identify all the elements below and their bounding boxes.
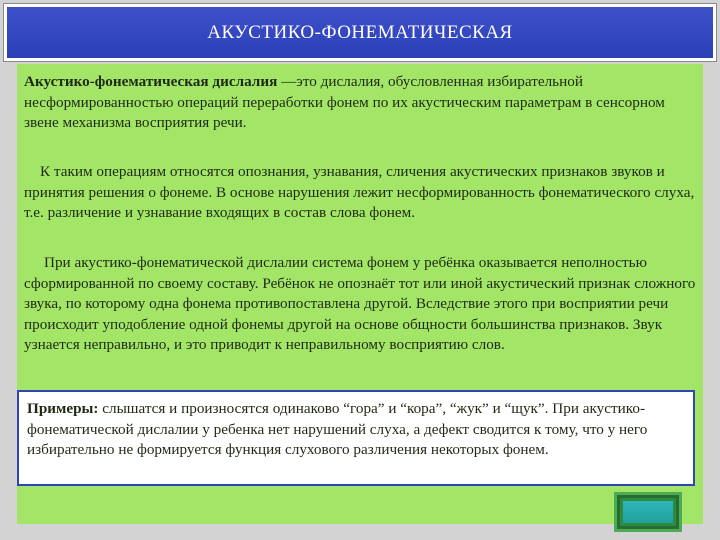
slide-header: [4, 4, 716, 61]
definition-term: Акустико-фонематическая дислалия: [24, 73, 278, 90]
content-panel: [17, 64, 703, 524]
slide-title: АКУСТИКО-ФОНЕМАТИЧЕСКАЯ: [207, 21, 513, 43]
examples-text: слышатся и произносятся одинаково “гора” и “кора”, “жук” и “щук”. При акустико-фонематической дислалии у ребенка нет нарушений слуха, а дефект сводится к тому, что у него избирательно не формируется функция слухового различения некоторых фонем.: [27, 400, 648, 458]
operations-paragraph: К таким операциям относятся опознания, узнавания, сличения акустических признаков звуков и принятия решения о фонеме. В основе нарушения лежит несформированность фонематического слуха, т.е. различение и узнавание входящих в состав слова фонем.: [24, 163, 695, 221]
green-square-button-icon: [623, 501, 673, 523]
examples-label: Примеры:: [27, 400, 99, 417]
next-slide-button[interactable]: [614, 492, 682, 532]
definition-text: —это дислалия, обусловленная избирательной несформированностью операций переработки фонем по их акустическим параметрам в сенсорном звене механизма восприятия речи.: [24, 73, 665, 131]
examples-box: [17, 390, 695, 486]
phoneme-system-paragraph: При акустико-фонематической дислалии система фонем у ребёнка оказывается неполностью сформированной по своему составу. Ребёнок не опознаёт тот или иной акустический признак сложного звука, по которому одна фонема противопоставлена другой. Вследствие этого при восприятии речи происходит уподобление одной фонемы другой на основе общности большинства признаков. Звук узнается неправильно, и это приводит к неправильному восприятию слов.: [24, 254, 696, 353]
definition-paragraph: [24, 72, 700, 134]
